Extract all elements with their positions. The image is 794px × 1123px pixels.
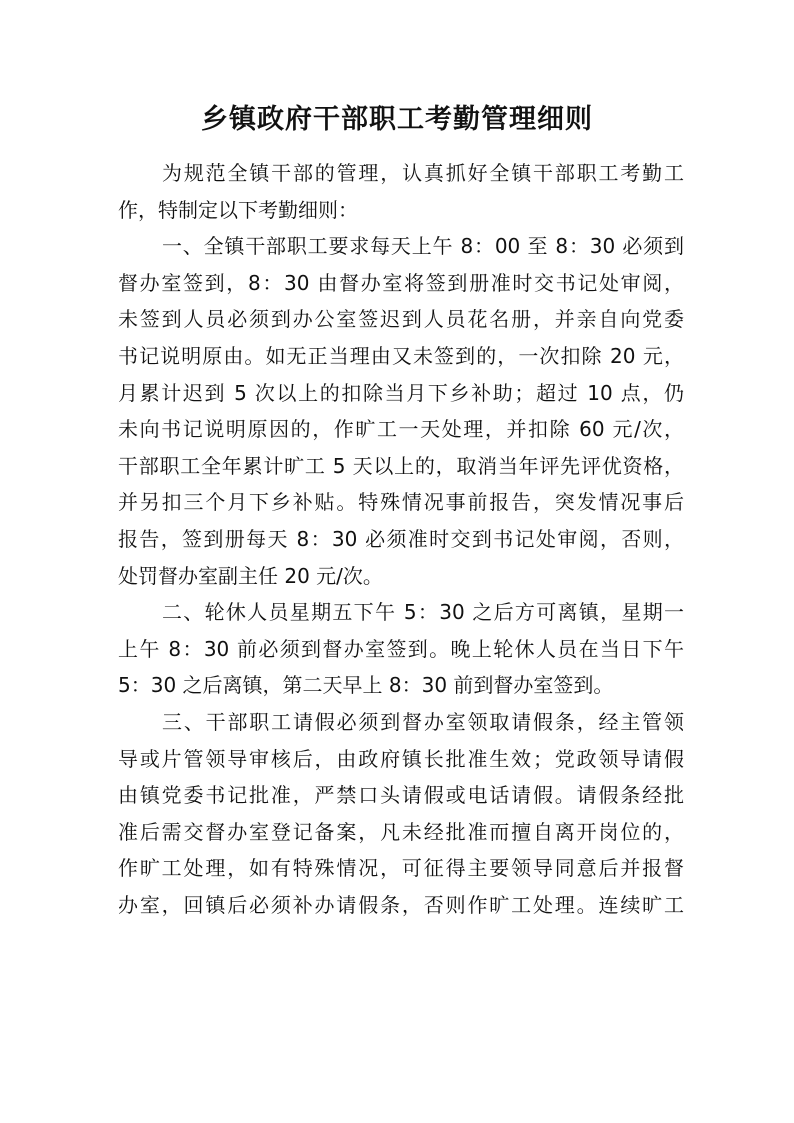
body-line: 未向书记说明原因的，作旷工一天处理，并扣除 60 元/次， bbox=[118, 417, 684, 442]
body-line: 处罚督办室副主任 20 元/次。 bbox=[118, 563, 383, 588]
body-line: 干部职工全年累计旷工 5 天以上的，取消当年评先评优资格， bbox=[118, 453, 684, 478]
body-line: 报告，签到册每天 8：30 必须准时交到书记处审阅，否则， bbox=[118, 526, 684, 551]
body-line: 一、全镇干部职工要求每天上午 8：00 至 8：30 必须到 bbox=[162, 234, 684, 259]
body-line: 导或片管领导审核后，由政府镇长批准生效；党政领导请假 bbox=[118, 746, 684, 771]
body-line: 未签到人员必须到办公室签迟到人员花名册，并亲自向党委 bbox=[118, 307, 684, 332]
body-line: 办室，回镇后必须补办请假条，否则作旷工处理。连续旷工 bbox=[118, 892, 684, 917]
body-line: 三、干部职工请假必须到督办室领取请假条，经主管领 bbox=[162, 709, 684, 734]
document-body bbox=[118, 155, 684, 923]
body-line: 作，特制定以下考勤细则： bbox=[118, 197, 358, 222]
body-line: 并另扣三个月下乡补贴。特殊情况事前报告，突发情况事后 bbox=[118, 490, 684, 515]
body-line: 为规范全镇干部的管理，认真抓好全镇干部职工考勤工 bbox=[162, 161, 684, 185]
body-line: 上午 8：30 前必须到督办室签到。晚上轮休人员在当日下午 bbox=[118, 636, 684, 661]
body-line: 5：30 之后离镇，第二天早上 8：30 前到督办室签到。 bbox=[118, 673, 614, 698]
body-line: 二、轮休人员星期五下午 5：30 之后方可离镇，星期一 bbox=[162, 600, 684, 625]
body-line: 月累计迟到 5 次以上的扣除当月下乡补助；超过 10 点，仍 bbox=[118, 380, 684, 405]
body-line: 由镇党委书记批准，严禁口头请假或电话请假。请假条经批 bbox=[118, 783, 684, 808]
body-line: 准后需交督办室登记备案，凡未经批准而擅自离开岗位的， bbox=[118, 819, 684, 844]
body-line: 作旷工处理，如有特殊情况，可征得主要领导同意后并报督 bbox=[118, 856, 684, 881]
body-line: 书记说明原由。如无正当理由又未签到的，一次扣除 20 元， bbox=[118, 343, 684, 368]
document-title: 乡镇政府干部职工考勤管理细则 bbox=[201, 104, 593, 135]
body-line: 督办室签到，8：30 由督办室将签到册准时交书记处审阅， bbox=[118, 270, 684, 295]
